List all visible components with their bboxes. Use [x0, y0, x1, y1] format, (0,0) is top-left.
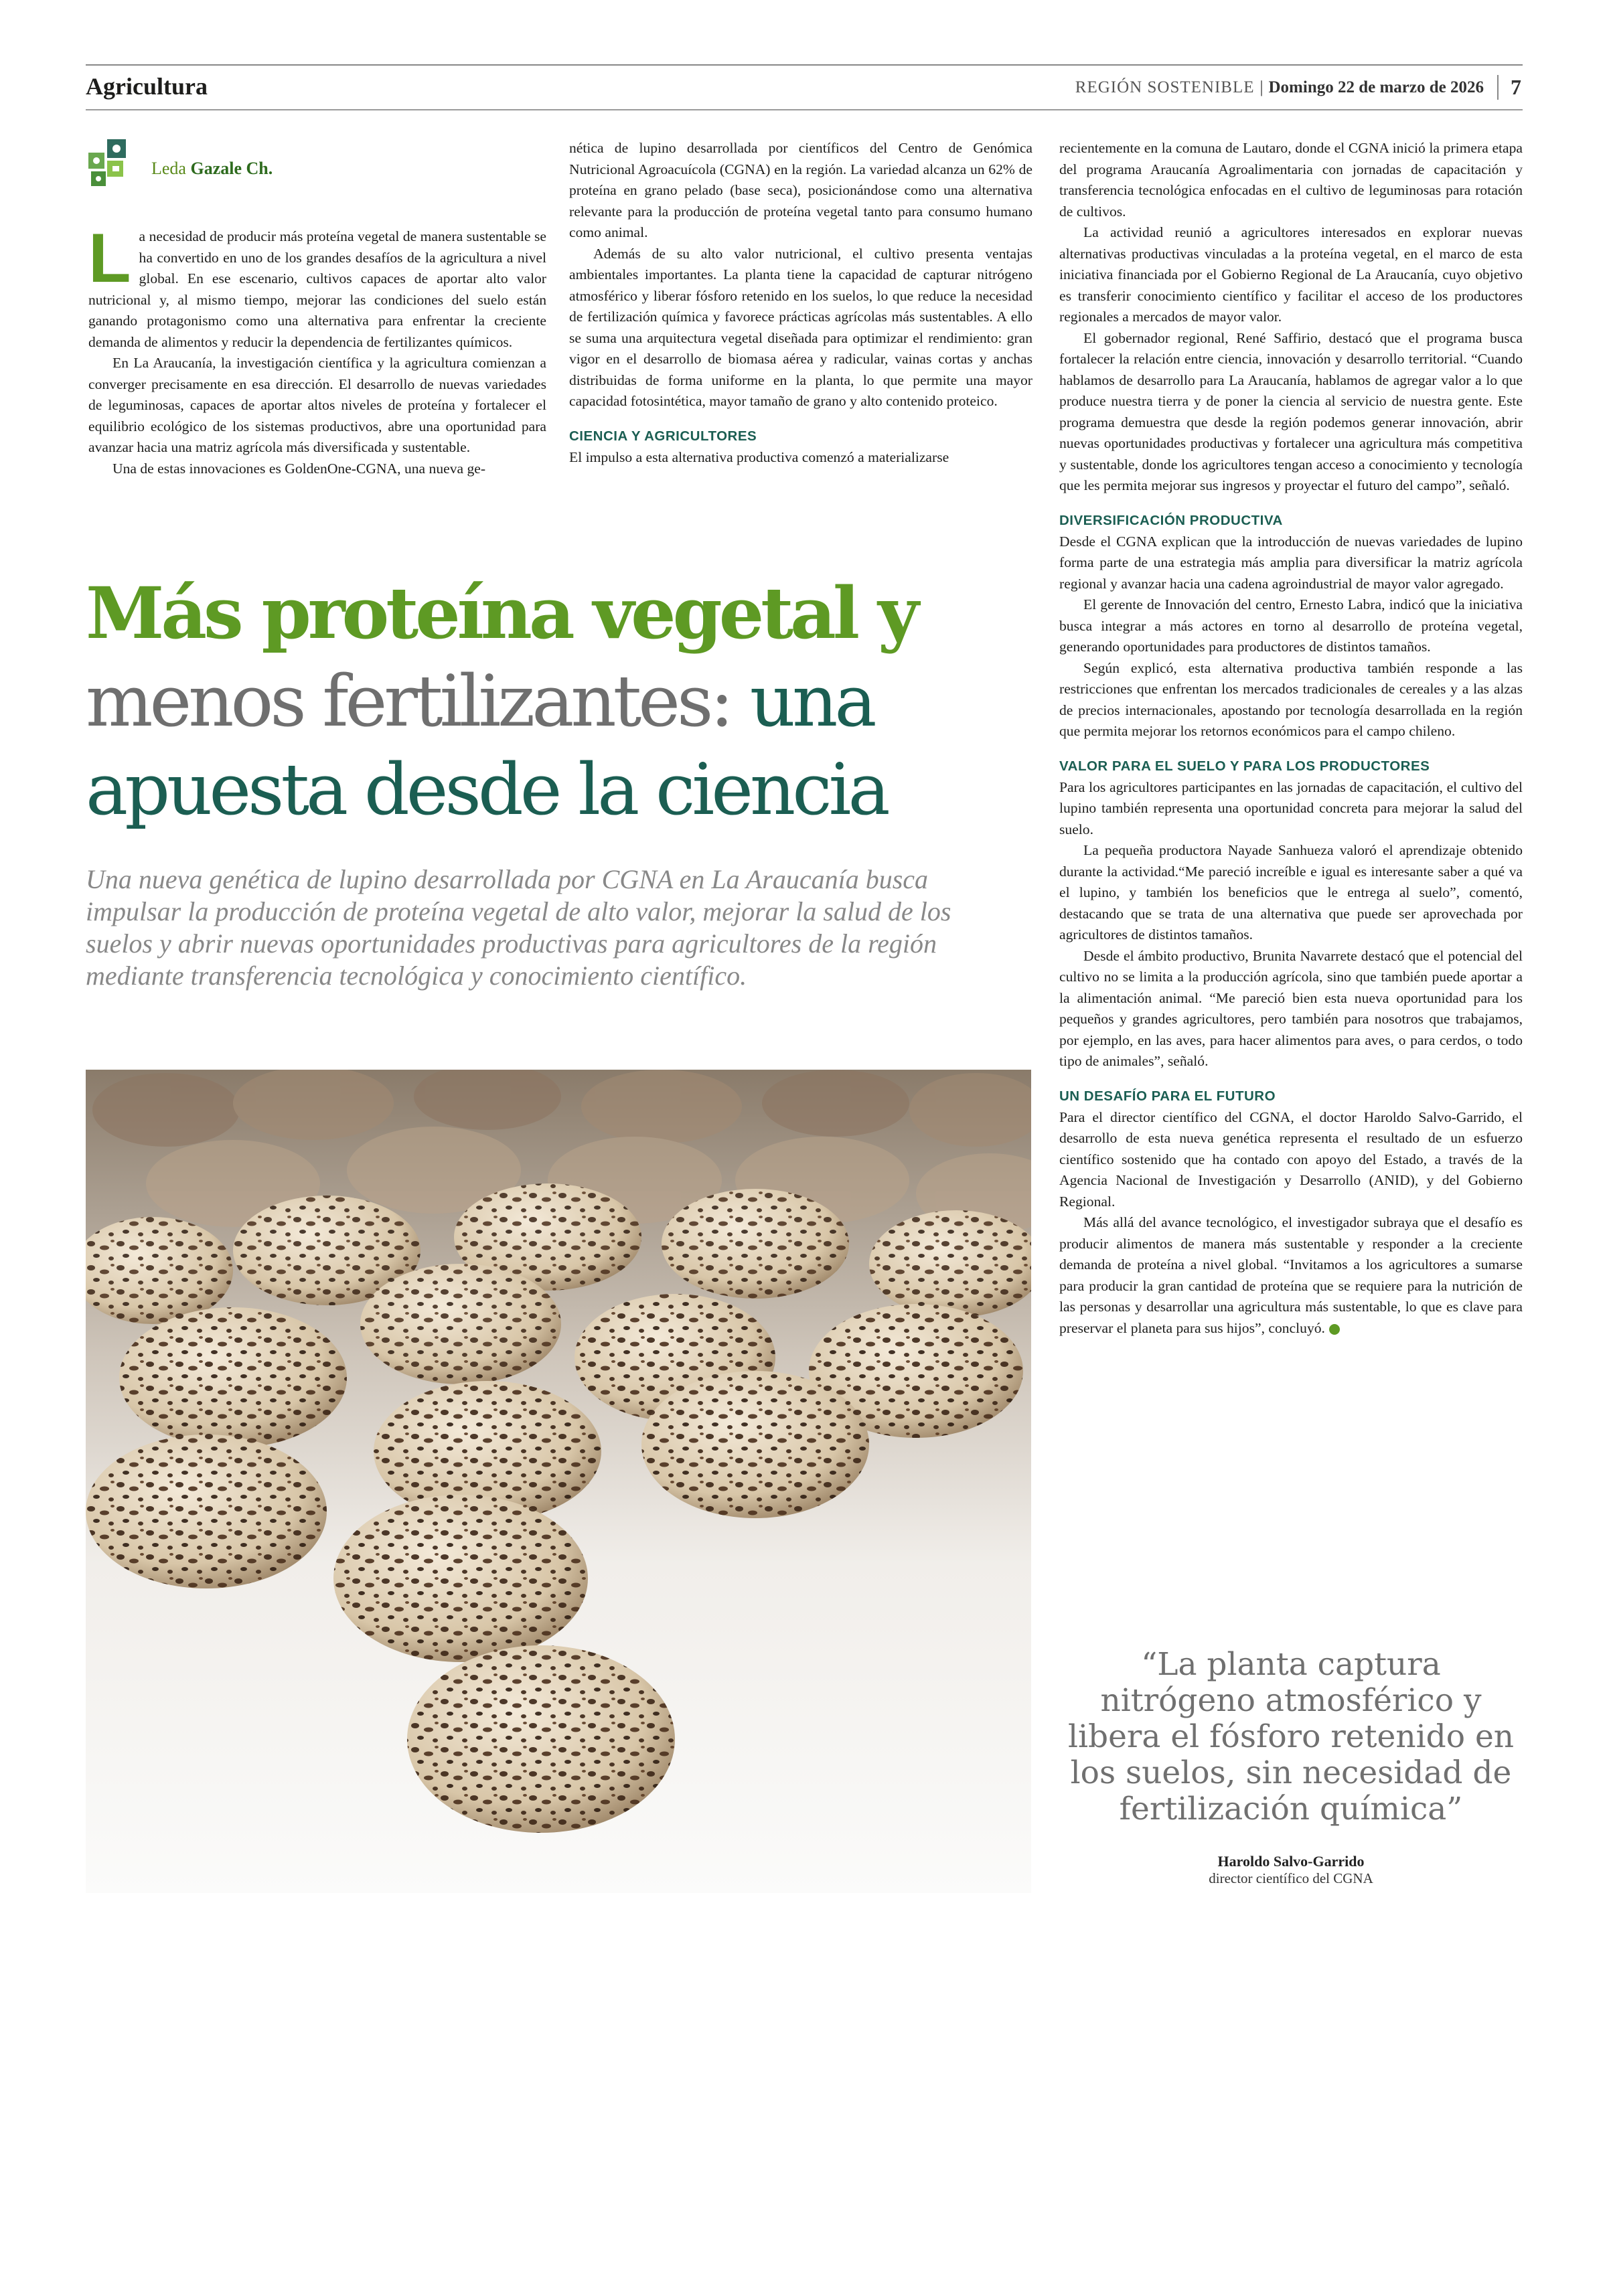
paragraph: Desde el ámbito productivo, Brunita Navarrete destacó que el potencial del cultivo no se limita a la producción agrícola, sino que también puede aportar a la alimentación animal. “Me pareció bien esta nueva oportunidad para los pequeños y grandes agricultores, pero también para nosotros que trabajamos, por ejemplo, en las aves, para hacer alimentos para aves, o para cerdos, o todo tipo de animales”, señaló. — [1059, 947, 1523, 1069]
masthead — [1075, 75, 1521, 100]
paragraph: La actividad reunió a agricultores interesados en explorar nuevas alternativas productivas vinculadas a la proteína vegetal, en el marco de esta iniciativa financiada por el Gobierno Regional de La Araucanía, cuyo objetivo es transferir conocimiento científico y facilitar el acceso de los productores regionales a mercados de mayor valor. — [1059, 224, 1523, 325]
headline-line-3: apuesta desde la ciencia — [86, 748, 887, 831]
cgna-logo-icon — [87, 138, 141, 191]
lupin-seeds-photo — [86, 1070, 1031, 1893]
issue-date: Domingo 22 de marzo de 2026 — [1268, 78, 1484, 96]
paragraph: El gerente de Innovación del centro, Ernesto Labra, indicó que la iniciativa busca integrar a más actores en torno al desarrollo de proteína vegetal, generando oportunidades para productores de distintos tamaños. — [1059, 596, 1523, 655]
page-number: 7 — [1497, 75, 1521, 100]
publication-name: REGIÓN SOSTENIBLE — [1075, 78, 1255, 96]
subheading: CIENCIA Y AGRICULTORES — [569, 428, 757, 444]
headline-line-1: Más proteína vegetal y — [86, 571, 916, 655]
paragraph — [1059, 1212, 1523, 1339]
paragraph: Según explicó, esta alternativa productiva también responde a las restricciones que enfrentan los mercados tradicionales de cereales y a las alzas de precios internacionales, apostando por tecnología desarrollada en la región que permita mejorar los retornos económicos para el campo chileno. — [1059, 659, 1523, 739]
headline-line-2b: una — [731, 660, 874, 742]
quote-author-name: Haroldo Salvo-Garrido — [1217, 1853, 1365, 1870]
drop-cap: L — [88, 220, 131, 297]
author-last-name: Gazale Ch. — [190, 159, 273, 178]
deck-subtitle: Una nueva genética de lupino desarrollada por CGNA en La Araucanía busca impulsar la producción de proteína vegetal de alto valor, mejorar la salud de los suelos y abrir nuevas oportunidades productivas para agricultores de la región mediante transferencia tecnológica y conocimiento científico. — [86, 864, 951, 991]
masthead-separator: | — [1259, 78, 1264, 96]
quote-author-role: director científico del CGNA — [1209, 1870, 1373, 1886]
end-dot-icon — [1329, 1324, 1340, 1335]
byline — [151, 159, 273, 179]
column-1 — [88, 220, 546, 479]
headline-line-2a: menos fertilizantes: — [86, 660, 731, 742]
paragraph: nética de lupino desarrollada por científicos del Centro de Genómica Nutricional Agroacuícola (CGNA) en la región. La variedad alcanza un 62% de proteína en grano pelado (base seca), posicionándose como una alternativa relevante para la producción de proteína vegetal tanto para consumo humano como animal. — [569, 140, 1032, 240]
paragraph: Para los agricultores participantes en las jornadas de capacitación, el cultivo del lupino también representa una oportunidad concreta para mejorar la salud del suelo. — [1059, 778, 1523, 837]
paragraph: a necesidad de producir más proteína vegetal de manera sustentable se ha convertido en uno de los grandes desafíos de la agricultura a nivel global. En ese escenario, cultivos capaces de aportar alto valor nutricional y, al mismo tiempo, mejorar las condiciones del suelo están ganando protagonismo como una alternativa para enfrentar la creciente demanda de alimentos y reducir la dependencia de fertilizantes químicos. — [88, 228, 546, 350]
paragraph: El gobernador regional, René Saffirio, destacó que el programa busca fortalecer la relación entre ciencia, innovación y desarrollo territorial. “Cuando hablamos de desarrollo para La Araucanía, hablamos de agregar valor a lo que produce nuestra tierra y de poner la ciencia al servicio de nuestra gente. Este programa demuestra que desde la región podemos generar innovación, abrir nuevas oportunidades productivas y fortalecer una agricultura más competitiva y sustentable, donde los agricultores tengan acceso a conocimiento y tecnología que les permita mejorar sus ingresos y proyectar el futuro del campo”, señaló. — [1059, 329, 1523, 493]
paragraph: Desde el CGNA explican que la introducción de nuevas variedades de lupino forma parte de una estrategia más amplia para diversificar la matriz agrícola regional y avanzar hacia una cadena agroindustrial de mayor valor agregado. — [1059, 533, 1523, 592]
subheading: UN DESAFÍO PARA EL FUTURO — [1059, 1088, 1276, 1104]
paragraph: El impulso a esta alternativa productiva comenzó a materializarse — [569, 448, 949, 465]
pull-quote: “La planta captura nitrógeno atmosférico y libera el fósforo retenido en los suelos, sin necesidad de fertilización química” — [1067, 1646, 1515, 1827]
paragraph: En La Araucanía, la investigación científica y la agricultura comienzan a converger precisamente en esa dirección. El desarrollo de nuevas variedades de leguminosas, capaces de aportar altos niveles de proteína y fortalecer el equilibrio ecológico de los sistemas productivos, abre una oportunidad para avanzar hacia una matriz agrícola más diversificada y sustentable. — [88, 355, 546, 455]
subheading: VALOR PARA EL SUELO Y PARA LOS PRODUCTORES — [1059, 758, 1430, 774]
section-title: Agricultura — [86, 73, 208, 100]
author-first-name: Leda — [151, 159, 186, 178]
column-3 — [1059, 138, 1523, 1339]
header-rule — [86, 109, 1523, 110]
subheading: DIVERSIFICACIÓN PRODUCTIVA — [1059, 512, 1283, 528]
column-2 — [569, 138, 1032, 468]
closing-paragraph-text: Más allá del avance tecnológico, el investigador subraya que el desafío es producir alimentos de manera más sustentable y responder a la creciente demanda de proteína a nivel global. “Invitamos a los agricultores a sumarse para producir la gran cantidad de proteína que se requiere para la nutrición de las personas y desarrollar una agricultura más sustentable, lo que es clave para preservar el planeta para sus hijos”, concluyó. — [1059, 1214, 1523, 1336]
headline — [86, 569, 1037, 834]
paragraph: Para el director científico del CGNA, el doctor Haroldo Salvo-Garrido, el desarrollo de esta nueva genética representa el resultado de un esfuerzo científico sostenido que ha contado con apoyo del Estado, a través de la Agencia Nacional de Investigación y Desarrollo (ANID), y del Gobierno Regional. — [1059, 1109, 1523, 1210]
paragraph: La pequeña productora Nayade Sanhueza valoró el aprendizaje obtenido durante la actividad.“Me pareció increíble e igual es interesante saber a qué va el lupino, y también los beneficios que le entrega al suelo”, comentó, destacando que se trata de una alternativa que puede ser aprovechada por agricultores de distintos tamaños. — [1059, 842, 1523, 942]
paragraph: Además de su alto valor nutricional, el cultivo presenta ventajas ambientales importantes. La planta tiene la capacidad de capturar nitrógeno atmosférico y liberar fósforo retenido en los suelos, lo que reduce la necesidad de fertilización química y favorece prácticas agrícolas más sustentables. A ello se suma una arquitectura vegetal diseñada para optimizar el rendimiento: gran vigor en el desarrollo de biomasa aérea y radicular, vainas cortas y anchas distribuidas de forma uniforme en la planta, lo que permite una mayor capacidad fotosintética, mayor tamaño de grano y alto contenido proteico. — [569, 245, 1032, 409]
paragraph: Una de estas innovaciones es GoldenOne-CGNA, una nueva ge- — [112, 460, 486, 477]
paragraph: recientemente en la comuna de Lautaro, donde el CGNA inició la primera etapa del programa Araucanía Agroalimentaria con jornadas de capacitación y transferencia tecnológica enfocadas en el cultivo de leguminosas para rotación de cultivos. — [1059, 140, 1523, 220]
top-rule — [86, 64, 1523, 66]
